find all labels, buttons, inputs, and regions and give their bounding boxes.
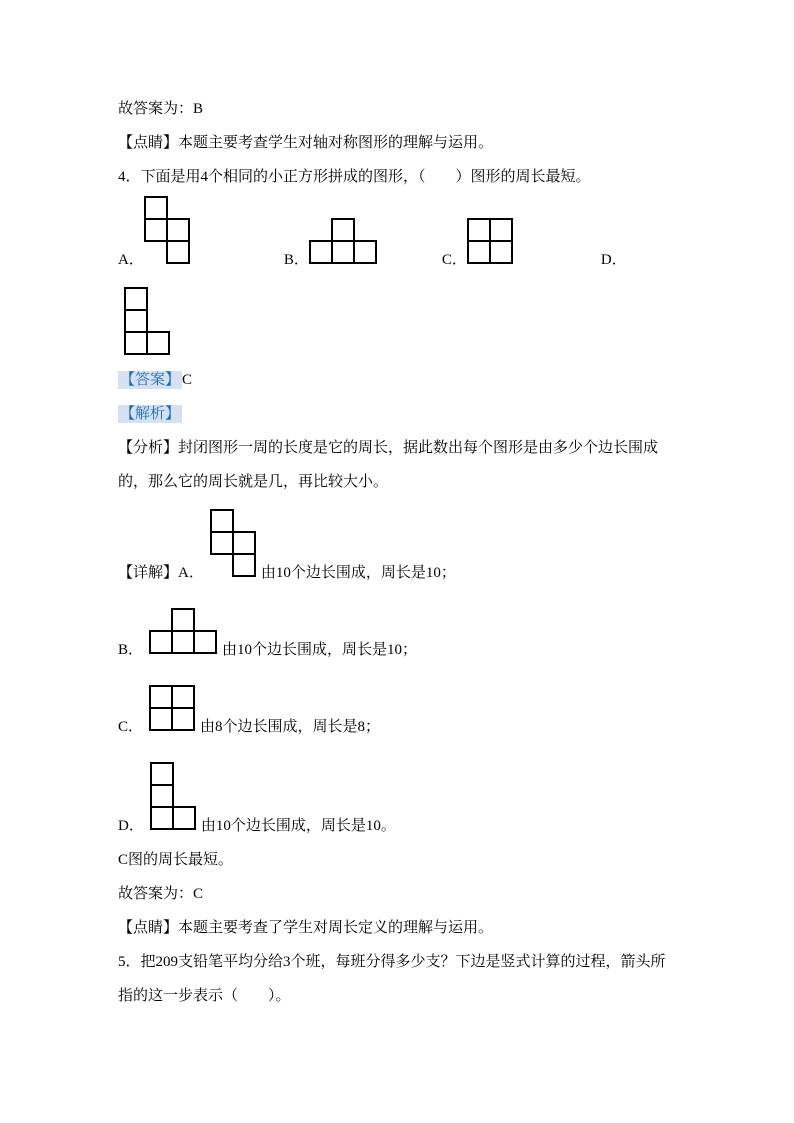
grid-cell (150, 762, 174, 786)
question5-stem: 5．把209支铅笔平均分给3个班，每班分得多少支？下边是竖式计算的过程，箭头所指的这一步表示（ ）。 (118, 954, 666, 1004)
question4-conclusion: C图的周长最短。 (118, 852, 234, 868)
question4-option-d-figure-line (124, 287, 676, 355)
figure-option-a (144, 196, 190, 264)
figure-detail-d (150, 762, 196, 830)
detail-a-label: A． (178, 565, 204, 581)
answer-badge: 【答案】 (120, 372, 181, 388)
question4-answer-line (118, 363, 676, 397)
grid-cell (150, 806, 174, 830)
prev-question-conclusion: 故答案为：B (118, 101, 204, 117)
detail-d-text: 由10个边长围成，周长是10。 (200, 818, 396, 834)
detail-c-text: 由8个边长围成，周长是8； (200, 719, 381, 735)
grid-cell (171, 608, 195, 632)
question4-detail-d (118, 762, 676, 843)
grid-cell (144, 196, 168, 220)
analysis-badge: 【解析】 (120, 406, 181, 422)
question4-detail-b (118, 608, 676, 667)
grid-cell (489, 218, 513, 242)
grid-cell (331, 240, 355, 264)
grid-cell (489, 240, 513, 264)
figure-option-c (467, 218, 513, 264)
grid-cell (171, 707, 195, 731)
question4-detail-a (118, 509, 676, 590)
grid-cell (149, 707, 173, 731)
figure-detail-a (210, 509, 256, 577)
detail-a-text: 由10个边长围成，周长是10； (260, 565, 456, 581)
grid-cell (232, 553, 256, 577)
question4-detail-c (118, 685, 676, 744)
grid-cell (467, 240, 491, 264)
figure-option-d (124, 287, 170, 355)
option-b-label: B． (283, 252, 309, 268)
question4-options-row (118, 196, 676, 277)
grid-cell (124, 287, 148, 311)
question4-note: 【点睛】本题主要考查了学生对周长定义的理解与运用。 (118, 920, 494, 936)
figure-detail-b (149, 608, 217, 654)
answer-value: C (182, 372, 193, 388)
question4-analysis-badge-line (118, 397, 676, 431)
detail-b-label: B． (118, 642, 144, 658)
grid-cell (210, 509, 234, 533)
option-d-label: D． (600, 252, 627, 268)
figure-option-b (309, 218, 377, 264)
detail-c-label: C． (118, 719, 144, 735)
grid-cell (149, 685, 173, 709)
option-a-label: A． (118, 252, 144, 268)
option-c-label: C． (441, 252, 467, 268)
grid-cell (150, 784, 174, 808)
grid-cell (149, 630, 173, 654)
grid-cell (171, 685, 195, 709)
grid-cell (353, 240, 377, 264)
figure-detail-c (149, 685, 195, 731)
detail-b-text: 由10个边长围成，周长是10； (222, 642, 418, 658)
grid-cell (171, 630, 195, 654)
question4-final-answer: 故答案为：C (118, 886, 204, 902)
grid-cell (309, 240, 333, 264)
grid-cell (193, 630, 217, 654)
grid-cell (144, 218, 168, 242)
question4-stem: 4．下面是用4个相同的小正方形拼成的图形，（ ）图形的周长最短。 (118, 169, 591, 185)
grid-cell (210, 531, 234, 555)
grid-cell (172, 806, 196, 830)
grid-cell (166, 218, 190, 242)
grid-cell (232, 531, 256, 555)
detail-d-label: D． (118, 818, 144, 834)
grid-cell (166, 240, 190, 264)
question4-analysis-text: 【分析】封闭图形一周的长度是它的周长，据此数出每个图形是由多少个边长围成的，那么它的周长就是几，再比较大小。 (118, 440, 659, 490)
prev-question-note: 【点睛】本题主要考查学生对轴对称图形的理解与运用。 (118, 135, 494, 151)
grid-cell (331, 218, 355, 242)
grid-cell (146, 331, 170, 355)
grid-cell (124, 331, 148, 355)
grid-cell (467, 218, 491, 242)
grid-cell (124, 309, 148, 333)
detail-prefix: 【详解】 (118, 565, 179, 581)
